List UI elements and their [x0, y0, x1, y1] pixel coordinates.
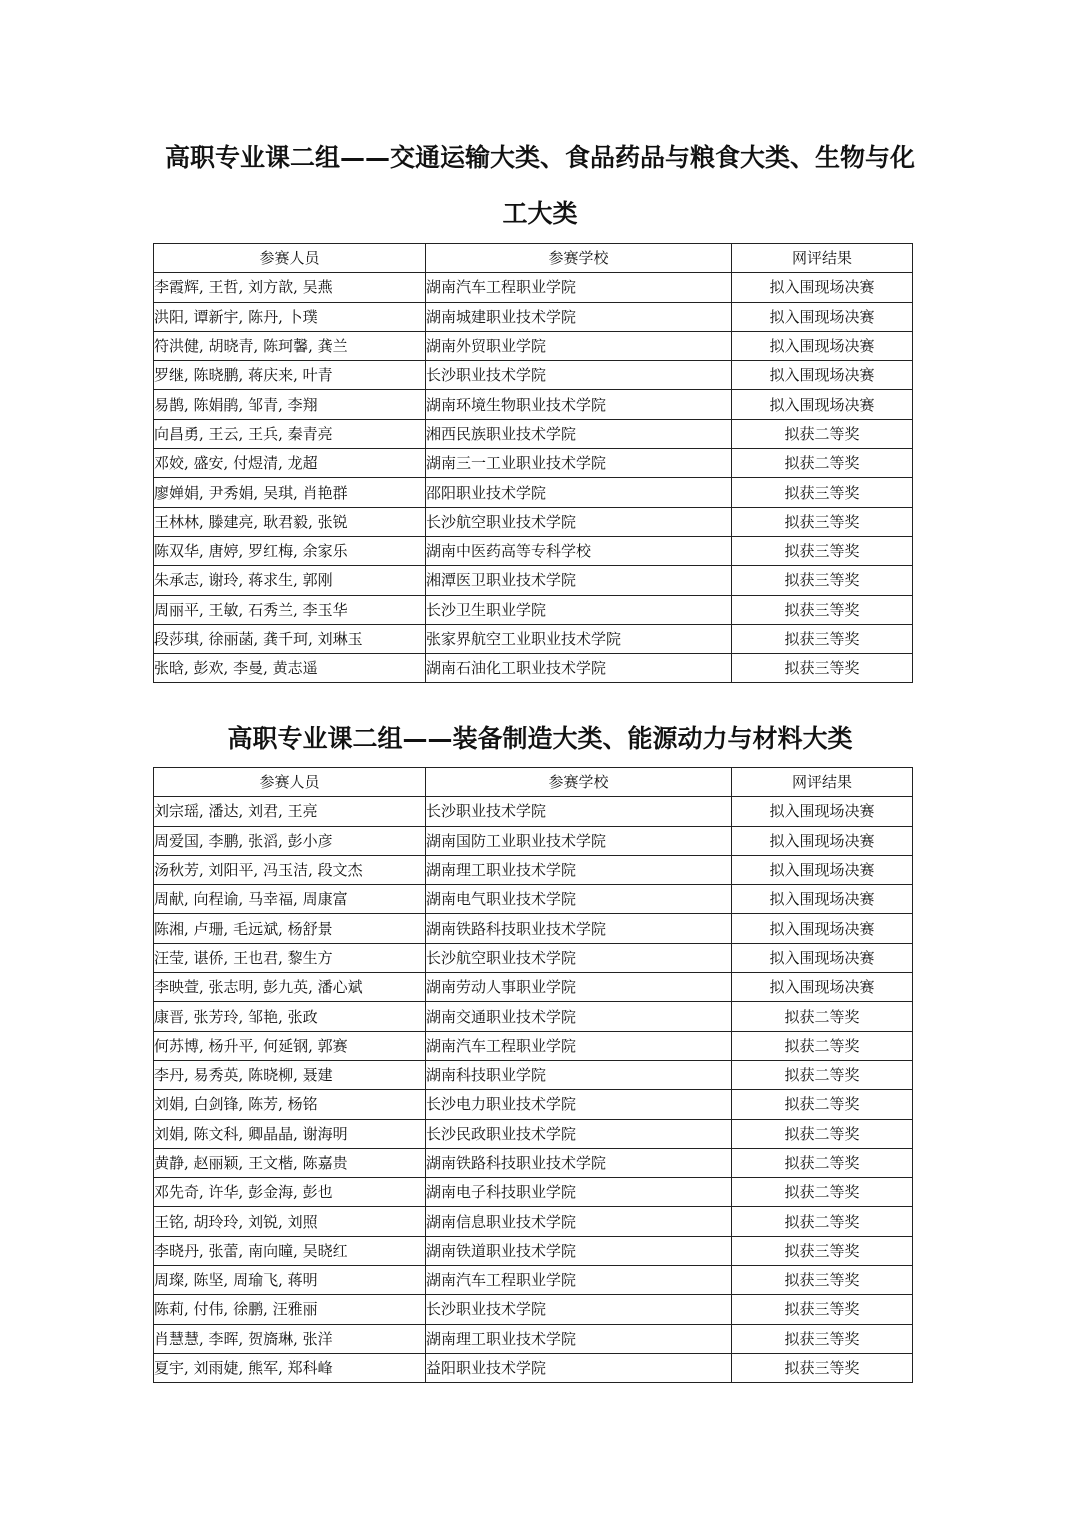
table-row — [154, 1324, 913, 1353]
school-cell: 湖南环境生物职业技术学院 — [426, 390, 732, 419]
result-cell: 拟获三等奖 — [732, 1266, 913, 1295]
school-cell: 长沙航空职业技术学院 — [426, 507, 732, 536]
header-result: 网评结果 — [732, 768, 913, 797]
participants-cell: 洪阳, 谭新宇, 陈丹, 卜璞 — [154, 302, 426, 331]
result-cell: 拟获三等奖 — [732, 478, 913, 507]
result-cell: 拟获三等奖 — [732, 1324, 913, 1353]
school-cell: 湖南国防工业职业技术学院 — [426, 826, 732, 855]
table-row — [154, 797, 913, 826]
participants-cell: 王林林, 滕建亮, 耿君毅, 张锐 — [154, 507, 426, 536]
school-cell: 长沙卫生职业学院 — [426, 595, 732, 624]
header-result: 网评结果 — [732, 244, 913, 273]
school-cell: 张家界航空工业职业技术学院 — [426, 624, 732, 653]
table-row — [154, 654, 913, 683]
table-row — [154, 566, 913, 595]
result-cell: 拟获三等奖 — [732, 624, 913, 653]
school-cell: 湖南铁道职业技术学院 — [426, 1236, 732, 1265]
school-cell: 湖南汽车工程职业学院 — [426, 273, 732, 302]
participants-cell: 廖婵娟, 尹秀娟, 吴琪, 肖艳群 — [154, 478, 426, 507]
participants-cell: 段莎琪, 徐丽菡, 龚千珂, 刘琳玉 — [154, 624, 426, 653]
table-row — [154, 973, 913, 1002]
table-row — [154, 361, 913, 390]
participants-cell: 陈莉, 付伟, 徐鹏, 汪雅丽 — [154, 1295, 426, 1324]
school-cell: 湖南科技职业学院 — [426, 1060, 732, 1089]
table-row — [154, 478, 913, 507]
result-cell: 拟获二等奖 — [732, 1031, 913, 1060]
table-row — [154, 1119, 913, 1148]
section-1-title-line-2: 工大类 — [502, 199, 578, 228]
result-cell: 拟获二等奖 — [732, 1060, 913, 1089]
school-cell: 长沙电力职业技术学院 — [426, 1090, 732, 1119]
school-cell: 益阳职业技术学院 — [426, 1353, 732, 1382]
school-cell: 湖南理工职业技术学院 — [426, 855, 732, 884]
school-cell: 湖南交通职业技术学院 — [426, 1002, 732, 1031]
result-cell: 拟获三等奖 — [732, 536, 913, 565]
participants-cell: 黄静, 赵丽颖, 王文楷, 陈嘉贵 — [154, 1148, 426, 1177]
table-row — [154, 507, 913, 536]
participants-cell: 罗继, 陈晓鹏, 蒋庆来, 叶青 — [154, 361, 426, 390]
result-cell: 拟获二等奖 — [732, 1002, 913, 1031]
table-row — [154, 1266, 913, 1295]
participants-cell: 符洪健, 胡晓青, 陈珂馨, 龚兰 — [154, 331, 426, 360]
result-cell: 拟入围现场决赛 — [732, 973, 913, 1002]
participants-cell: 邓姣, 盛安, 付煜清, 龙超 — [154, 449, 426, 478]
school-cell: 湖南信息职业技术学院 — [426, 1207, 732, 1236]
table-row — [154, 536, 913, 565]
participants-cell: 李霞辉, 王哲, 刘方歆, 吴燕 — [154, 273, 426, 302]
table-row — [154, 1002, 913, 1031]
participants-cell: 汤秋芳, 刘阳平, 冯玉洁, 段文杰 — [154, 855, 426, 884]
school-cell: 长沙职业技术学院 — [426, 361, 732, 390]
school-cell: 长沙航空职业技术学院 — [426, 943, 732, 972]
participants-cell: 易鹊, 陈娟鹃, 邹青, 李翔 — [154, 390, 426, 419]
result-cell: 拟获二等奖 — [732, 419, 913, 448]
table-row — [154, 1295, 913, 1324]
participants-cell: 周献, 向程谕, 马幸福, 周康富 — [154, 885, 426, 914]
school-cell: 长沙职业技术学院 — [426, 797, 732, 826]
results-table-2 — [153, 767, 913, 1383]
result-cell: 拟入围现场决赛 — [732, 361, 913, 390]
result-cell: 拟获三等奖 — [732, 1236, 913, 1265]
participants-cell: 张晗, 彭欢, 李曼, 黄志遥 — [154, 654, 426, 683]
participants-cell: 陈湘, 卢珊, 毛远斌, 杨舒景 — [154, 914, 426, 943]
header-participants: 参赛人员 — [154, 244, 426, 273]
header-school: 参赛学校 — [426, 244, 732, 273]
table-row — [154, 885, 913, 914]
table-header-row — [154, 244, 913, 273]
participants-cell: 周璨, 陈坚, 周瑜飞, 蒋明 — [154, 1266, 426, 1295]
participants-cell: 夏宇, 刘雨婕, 熊军, 郑科峰 — [154, 1353, 426, 1382]
school-cell: 长沙职业技术学院 — [426, 1295, 732, 1324]
participants-cell: 向昌勇, 王云, 王兵, 秦青亮 — [154, 419, 426, 448]
school-cell: 湘潭医卫职业技术学院 — [426, 566, 732, 595]
table-row — [154, 273, 913, 302]
table-header-row — [154, 768, 913, 797]
section-1-title-line-1: 高职专业课二组——交通运输大类、食品药品与粮食大类、生物与化 — [164, 143, 915, 172]
table-row — [154, 1178, 913, 1207]
result-cell: 拟入围现场决赛 — [732, 302, 913, 331]
table-row — [154, 419, 913, 448]
participants-cell: 刘宗瑶, 潘达, 刘君, 王亮 — [154, 797, 426, 826]
table-row — [154, 1236, 913, 1265]
participants-cell: 刘娟, 陈文科, 卿晶晶, 谢海明 — [154, 1119, 426, 1148]
header-participants: 参赛人员 — [154, 768, 426, 797]
school-cell: 湖南铁路科技职业技术学院 — [426, 1148, 732, 1177]
school-cell: 湖南电气职业技术学院 — [426, 885, 732, 914]
participants-cell: 周丽平, 王敏, 石秀兰, 李玉华 — [154, 595, 426, 624]
table-row — [154, 914, 913, 943]
result-cell: 拟入围现场决赛 — [732, 826, 913, 855]
school-cell: 湖南汽车工程职业学院 — [426, 1266, 732, 1295]
school-cell: 湖南理工职业技术学院 — [426, 1324, 732, 1353]
participants-cell: 李晓丹, 张蕾, 南向曈, 吴晓红 — [154, 1236, 426, 1265]
table-row — [154, 1148, 913, 1177]
school-cell: 湖南外贸职业学院 — [426, 331, 732, 360]
result-cell: 拟获二等奖 — [732, 449, 913, 478]
result-cell: 拟入围现场决赛 — [732, 273, 913, 302]
result-cell: 拟入围现场决赛 — [732, 855, 913, 884]
table-row — [154, 595, 913, 624]
school-cell: 湖南铁路科技职业技术学院 — [426, 914, 732, 943]
result-cell: 拟入围现场决赛 — [732, 331, 913, 360]
participants-cell: 康晋, 张芳玲, 邹艳, 张政 — [154, 1002, 426, 1031]
participants-cell: 邓先奇, 许华, 彭金海, 彭也 — [154, 1178, 426, 1207]
results-table-1 — [153, 243, 913, 683]
table-row — [154, 1207, 913, 1236]
school-cell: 湖南城建职业技术学院 — [426, 302, 732, 331]
participants-cell: 王铭, 胡玲玲, 刘锐, 刘照 — [154, 1207, 426, 1236]
result-cell: 拟获三等奖 — [732, 654, 913, 683]
result-cell: 拟获二等奖 — [732, 1207, 913, 1236]
result-cell: 拟获三等奖 — [732, 1295, 913, 1324]
result-cell: 拟获三等奖 — [732, 595, 913, 624]
participants-cell: 汪莹, 谌侨, 王也君, 黎生方 — [154, 943, 426, 972]
school-cell: 长沙民政职业技术学院 — [426, 1119, 732, 1148]
result-cell: 拟获三等奖 — [732, 507, 913, 536]
result-cell: 拟入围现场决赛 — [732, 797, 913, 826]
result-cell: 拟入围现场决赛 — [732, 943, 913, 972]
participants-cell: 朱承志, 谢玲, 蒋求生, 郭刚 — [154, 566, 426, 595]
table-row — [154, 1353, 913, 1382]
participants-cell: 陈双华, 唐婷, 罗红梅, 余家乐 — [154, 536, 426, 565]
school-cell: 湖南汽车工程职业学院 — [426, 1031, 732, 1060]
result-cell: 拟获二等奖 — [732, 1178, 913, 1207]
school-cell: 湖南三一工业职业技术学院 — [426, 449, 732, 478]
school-cell: 邵阳职业技术学院 — [426, 478, 732, 507]
section-2-title: 高职专业课二组——装备制造大类、能源动力与材料大类 — [227, 724, 853, 753]
table-row — [154, 302, 913, 331]
school-cell: 湖南电子科技职业学院 — [426, 1178, 732, 1207]
school-cell: 湖南劳动人事职业学院 — [426, 973, 732, 1002]
school-cell: 湖南石油化工职业技术学院 — [426, 654, 732, 683]
table-row — [154, 1060, 913, 1089]
table-row — [154, 331, 913, 360]
table-row — [154, 390, 913, 419]
result-cell: 拟获三等奖 — [732, 1353, 913, 1382]
result-cell: 拟入围现场决赛 — [732, 390, 913, 419]
table-row — [154, 855, 913, 884]
result-cell: 拟入围现场决赛 — [732, 885, 913, 914]
table-row — [154, 1031, 913, 1060]
table-row — [154, 1090, 913, 1119]
result-cell: 拟获二等奖 — [732, 1148, 913, 1177]
result-cell: 拟获二等奖 — [732, 1090, 913, 1119]
header-school: 参赛学校 — [426, 768, 732, 797]
table-row — [154, 624, 913, 653]
result-cell: 拟入围现场决赛 — [732, 914, 913, 943]
participants-cell: 肖慧慧, 李晖, 贺旖琳, 张洋 — [154, 1324, 426, 1353]
table-row — [154, 449, 913, 478]
participants-cell: 李映萱, 张志明, 彭九英, 潘心斌 — [154, 973, 426, 1002]
result-cell: 拟获三等奖 — [732, 566, 913, 595]
participants-cell: 何苏博, 杨升平, 何延钢, 郭赛 — [154, 1031, 426, 1060]
table-row — [154, 826, 913, 855]
participants-cell: 李丹, 易秀英, 陈晓柳, 聂建 — [154, 1060, 426, 1089]
result-cell: 拟获二等奖 — [732, 1119, 913, 1148]
participants-cell: 刘娟, 白剑锋, 陈芳, 杨铭 — [154, 1090, 426, 1119]
table-row — [154, 943, 913, 972]
participants-cell: 周爱国, 李鹏, 张滔, 彭小彦 — [154, 826, 426, 855]
school-cell: 湘西民族职业技术学院 — [426, 419, 732, 448]
school-cell: 湖南中医药高等专科学校 — [426, 536, 732, 565]
